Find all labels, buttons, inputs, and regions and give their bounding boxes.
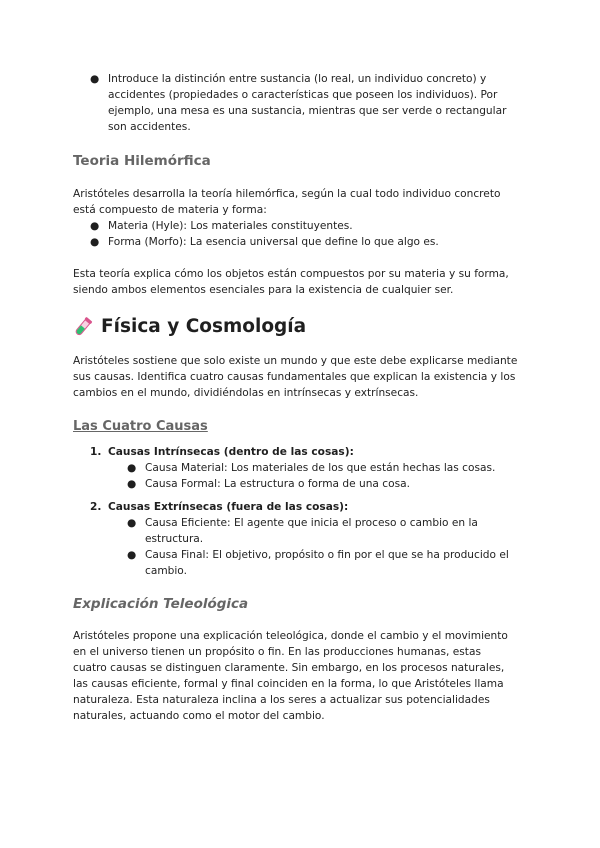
bullet-text: Causa Final: El objetivo, propósito o fin por el que se ha producido el cambio. — [145, 549, 509, 577]
bullet-icon: ● — [90, 236, 100, 248]
bullet-text: Causa Eficiente: El agente que inicia el proceso o cambio en la estructura. — [145, 517, 478, 545]
bullet-text: Forma (Morfo): La esencia universal que define lo que algo es. — [108, 236, 439, 248]
intro-bullet-text: Introduce la distinción entre sustancia (lo real, un individuo concreto) y accidentes (propiedades o características que poseen los individuos). Por ejemplo, una mesa es una sustancia, mientras que ser verde o rectangular son accidentes. — [108, 73, 507, 133]
list-item — [127, 476, 515, 492]
section-heading-teleological: Explicación Teleológica — [73, 596, 249, 612]
bullet-icon: ● — [90, 73, 100, 85]
list-item — [90, 234, 518, 250]
bullet-text: Causa Formal: La estructura o forma de una cosa. — [145, 478, 410, 490]
paragraph-teleological: Aristóteles propone una explicación teleológica, donde el cambio y el movimiento en el universo tienen un propósito o fin. En las producciones humanas, estas cuatro causas se distinguen claramente. Sin embargo, en los procesos naturales, las causas eficiente, formal y final coinciden en la forma, lo que Aristóteles llama naturaleza. Esta naturaleza inclina a los seres a actualizar sus potencialidades naturales, actuando como el motor del cambio. — [73, 630, 508, 722]
list-item — [90, 71, 518, 135]
paragraph-physics-intro: Aristóteles sostiene que solo existe un mundo y que este debe explicarse mediante sus causas. Identifica cuatro causas fundamentales que explican la existencia y los cambios en el mundo, dividiéndolas en intrínsecas y extrínsecas. — [73, 355, 518, 399]
bullet-icon: ● — [127, 462, 137, 474]
list-item — [90, 218, 518, 234]
test-tube-icon — [73, 316, 93, 338]
numbered-item-label: Causas Extrínsecas (fuera de las cosas): — [108, 501, 349, 513]
numbered-item — [90, 499, 349, 515]
physics-title: Física y Cosmología — [101, 316, 307, 337]
section-heading-four-causes: Las Cuatro Causas — [73, 419, 208, 434]
bullet-icon: ● — [127, 517, 137, 529]
paragraph-hylemorphic-intro: Aristóteles desarrolla la teoría hilemórfica, según la cual todo individuo concreto está compuesto de materia y forma: — [73, 188, 501, 216]
list-item — [127, 547, 515, 579]
list-item — [127, 515, 515, 547]
numbered-item-label: Causas Intrínsecas (dentro de las cosas): — [108, 446, 354, 458]
paragraph-hylemorphic-closing: Esta teoría explica cómo los objetos están compuestos por su materia y su forma, siendo ambos elementos esenciales para la existencia de cualquier ser. — [73, 268, 509, 296]
bullet-text: Materia (Hyle): Los materiales constituyentes. — [108, 220, 353, 232]
bullet-icon: ● — [127, 478, 137, 490]
bullet-text: Causa Material: Los materiales de los que están hechas las cosas. — [145, 462, 496, 474]
section-heading-physics — [73, 314, 306, 340]
bullet-icon: ● — [127, 549, 137, 561]
list-item — [127, 460, 515, 476]
numbered-item — [90, 444, 354, 460]
list-number: 1. — [90, 446, 102, 458]
list-number: 2. — [90, 501, 102, 513]
bullet-icon: ● — [90, 220, 100, 232]
section-heading-hylemorphic: Teoria Hilemórfica — [73, 153, 211, 169]
